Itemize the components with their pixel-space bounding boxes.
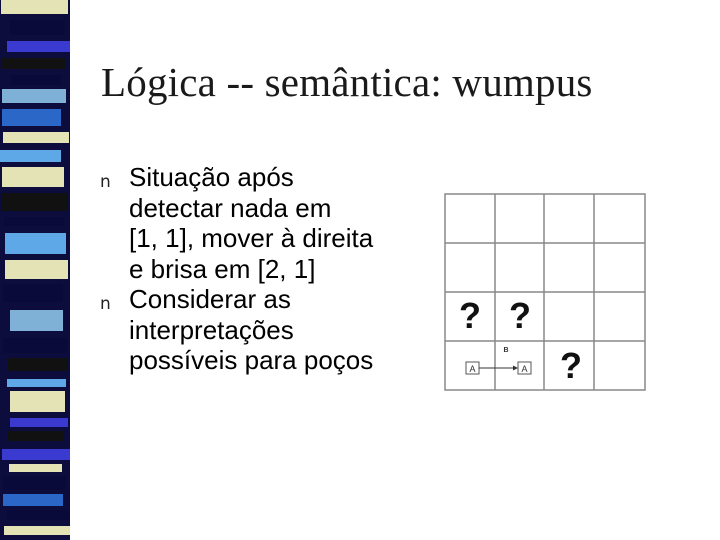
stripe-block xyxy=(3,284,63,302)
stripe-block xyxy=(2,449,70,460)
stripe-block xyxy=(7,379,66,387)
bullet-marker: n xyxy=(100,172,111,192)
stripe-block xyxy=(5,233,66,254)
unknown-mark: ? xyxy=(459,295,481,336)
bullet-line: e brisa em [2, 1] xyxy=(129,253,316,284)
bullet-item xyxy=(100,162,430,284)
bullet-marker: n xyxy=(100,294,111,314)
wumpus-grid xyxy=(440,190,650,395)
stripe-block xyxy=(10,391,65,412)
bullet-line: Considerar as xyxy=(129,284,291,314)
bullet-line: Situação após xyxy=(129,162,294,192)
stripe-block xyxy=(4,217,64,226)
stripe-block xyxy=(2,89,66,103)
agent-label: A xyxy=(469,364,476,374)
move-arrow-head xyxy=(513,366,518,371)
slide-title: Lógica -- semântica: wumpus xyxy=(101,59,593,105)
stripe-block xyxy=(10,310,63,331)
bullet-line: detectar nada em xyxy=(129,192,332,223)
stripe-block xyxy=(1,193,68,211)
stripe-block xyxy=(2,167,64,187)
bullet-list xyxy=(100,162,430,376)
stripe-block xyxy=(1,58,65,69)
breeze-label: B xyxy=(503,347,509,354)
bullet-line: possíveis para poços xyxy=(129,345,374,375)
stripe-block xyxy=(9,464,62,472)
bullet-line: interpretações xyxy=(129,314,294,345)
unknown-mark: ? xyxy=(560,345,582,386)
stripe-block xyxy=(3,338,67,353)
stripe-block xyxy=(8,358,68,371)
stripe-block xyxy=(3,476,66,490)
stripe-block xyxy=(4,526,70,535)
bullet-line: [1, 1], mover à direita xyxy=(129,223,374,253)
stripe-block xyxy=(3,494,63,506)
agent-label: A xyxy=(521,364,528,374)
stripe-block xyxy=(7,41,70,52)
stripe-block xyxy=(8,431,64,441)
stripe-block xyxy=(3,132,69,143)
bullet-item xyxy=(100,284,430,376)
stripe-block xyxy=(1,0,68,14)
stripe-block xyxy=(5,260,68,279)
stripe-block xyxy=(10,20,65,35)
stripe-block xyxy=(10,418,68,427)
stripe-block xyxy=(0,150,61,162)
unknown-mark: ? xyxy=(509,295,531,336)
decorative-stripe xyxy=(0,0,70,540)
stripe-block xyxy=(2,109,61,126)
stripe-block xyxy=(11,75,61,85)
stripe-block xyxy=(7,510,70,520)
